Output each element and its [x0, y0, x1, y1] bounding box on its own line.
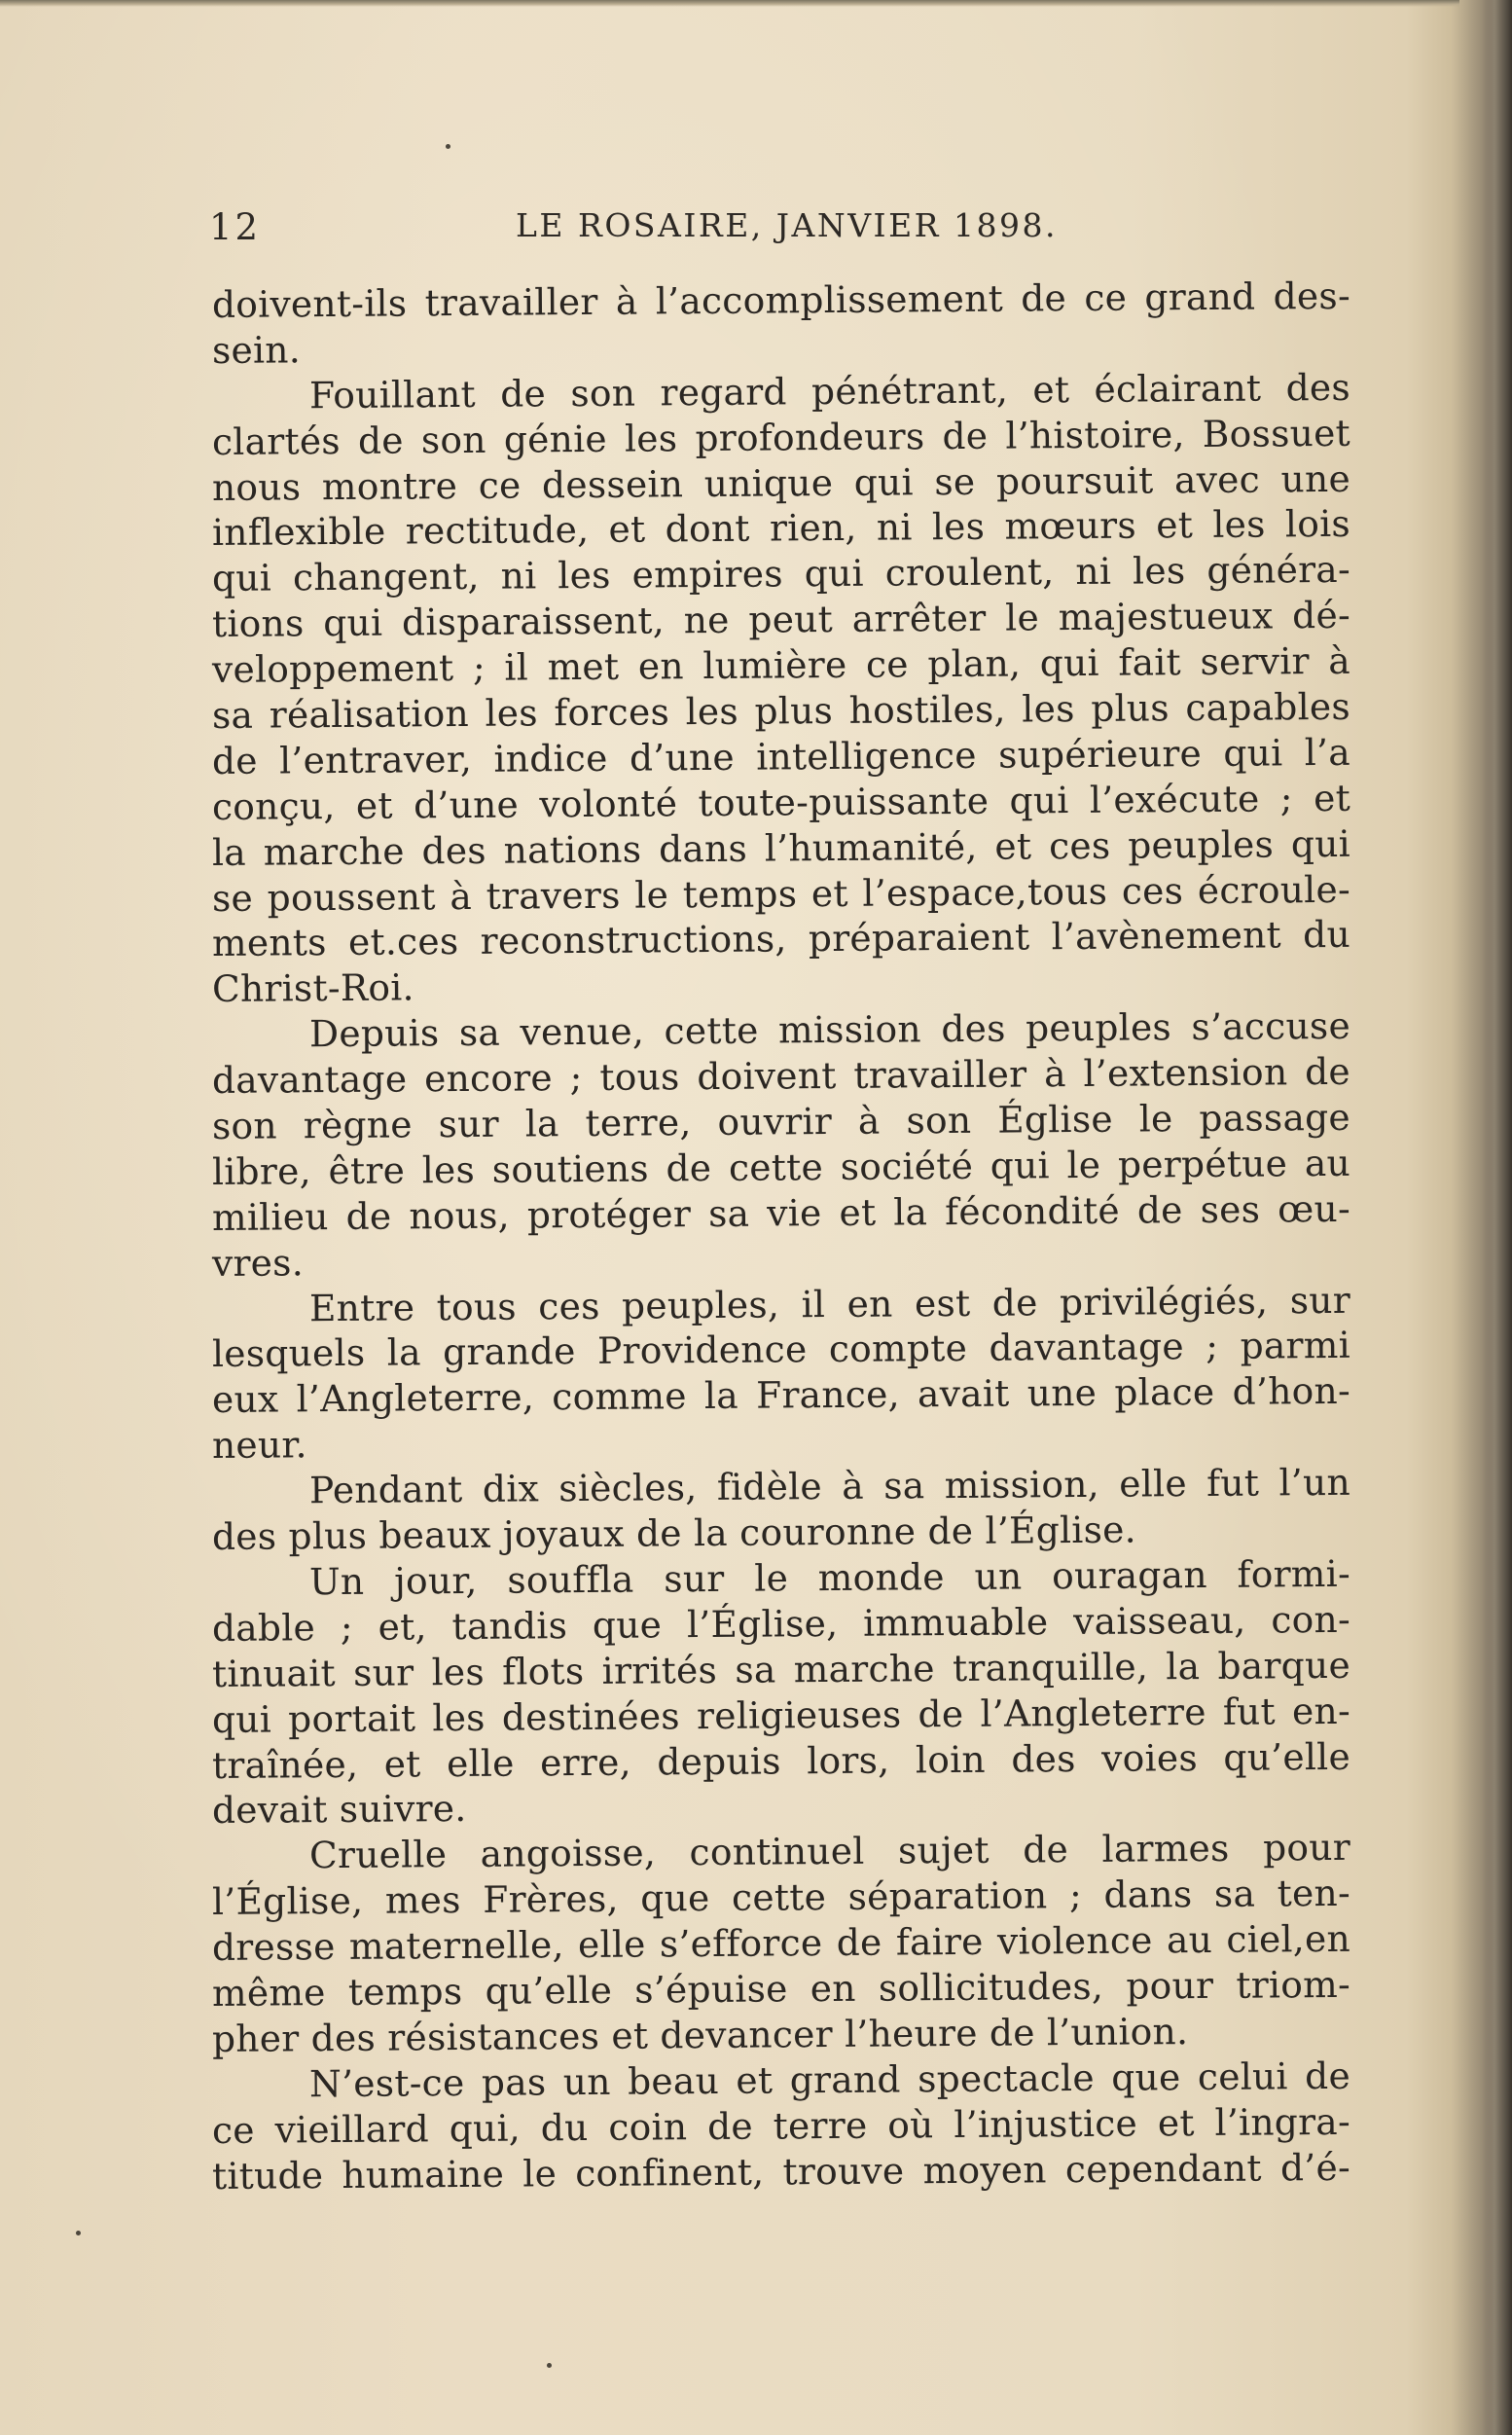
text-line: eux l’Angleterre, comme la France, avait une place d’hon-: [211, 1369, 1351, 1422]
text-line: milieu de nous, protéger sa vie et la fécondité de ses œu-: [211, 1186, 1351, 1239]
text-line: qui changent, ni les empires qui croulent, ni les généra-: [211, 548, 1351, 600]
text-line: ments et.ces reconstructions, préparaient l’avènement du: [211, 913, 1351, 965]
text-line: Fouillant de son regard pénétrant, et éclairant des: [308, 365, 1351, 417]
text-line: clartés de son génie les profondeurs de l’histoire, Bossuet: [211, 411, 1351, 463]
text-line: libre, être les soutiens de cette société qui le perpétue au: [211, 1141, 1351, 1193]
text-line: neur.: [211, 1423, 307, 1468]
text-line: de l’entraver, indice d’une intelligence supérieure qui l’a: [211, 730, 1351, 782]
text-line: titude humaine le confinent, trouve moyen cependant d’é-: [211, 2145, 1351, 2198]
text-line: Christ-Roi.: [211, 965, 414, 1011]
text-line: l’Église, mes Frères, que cette séparation ; dans sa ten-: [211, 1871, 1351, 1924]
text-line: nous montre ce dessein unique qui se poursuit avec une: [211, 456, 1351, 509]
paper-speck: [76, 2231, 81, 2235]
text-line: inflexible rectitude, et dont rien, ni les mœurs et les lois: [211, 502, 1351, 555]
text-line: se poussent à travers le temps et l’espace,tous ces écroule-: [211, 867, 1351, 920]
text-line: sa réalisation les forces les plus hostiles, les plus capables: [211, 684, 1351, 738]
page-gutter-shadow: [1483, 0, 1512, 2435]
text-line: son règne sur la terre, ouvrir à son Église le passage: [211, 1095, 1351, 1148]
text-line: davantage encore ; tous doivent travailler à l’extension de: [211, 1049, 1351, 1103]
text-line: la marche des nations dans l’humanité, et ces peuples qui: [211, 821, 1351, 874]
text-line: sein.: [211, 328, 302, 372]
text-line: Pendant dix siècles, fidèle à sa mission, elle fut l’un: [308, 1460, 1351, 1512]
page-number: 12: [209, 206, 262, 248]
text-line: Entre tous ces peuples, il en est de privilégiés, sur: [308, 1278, 1351, 1329]
text-line: Cruelle angoisse, continuel sujet de larmes pour: [308, 1826, 1351, 1877]
text-line: N’est-ce pas un beau et grand spectacle que celui de: [308, 2053, 1351, 2105]
page-top-edge: [0, 0, 1459, 7]
text-line: tions qui disparaissent, ne peut arrêter le majestueux dé-: [211, 594, 1351, 646]
paper-speck: [446, 144, 450, 149]
text-line: veloppement ; il met en lumière ce plan, qui fait servir à: [211, 638, 1351, 692]
page-header: [209, 206, 1065, 265]
text-line: des plus beaux joyaux de la couronne de l’Église.: [211, 1508, 1137, 1559]
paper-speck: [547, 2363, 552, 2368]
text-line: Depuis sa venue, cette mission des peuples s’accuse: [308, 1004, 1351, 1056]
text-line: traînée, et elle erre, depuis lors, loin des voies qu’elle: [211, 1734, 1351, 1787]
text-line: conçu, et d’une volonté toute-puissante qui l’exécute ; et: [211, 776, 1351, 828]
text-line: tinuait sur les flots irrités sa marche tranquille, la barque: [211, 1643, 1351, 1695]
text-line: devait suivre.: [211, 1787, 467, 1833]
text-line: ce vieillard qui, du coin de terre où l’injustice et l’ingra-: [211, 2099, 1351, 2152]
text-line: dresse maternelle, elle s’efforce de faire violence au ciel,en: [211, 1916, 1351, 1970]
text-line: vres.: [211, 1240, 305, 1285]
text-line: lesquels la grande Providence compte davantage ; parmi: [211, 1324, 1351, 1376]
text-line: dable ; et, tandis que l’Église, immuable vaisseau, con-: [211, 1597, 1351, 1650]
text-line: Un jour, souffla sur le monde un ouragan formi-: [308, 1551, 1351, 1604]
text-line: doivent-ils travailler à l’accomplissement de ce grand des-: [211, 273, 1351, 326]
running-title: LE ROSAIRE, JANVIER 1898.: [516, 206, 1058, 244]
text-line: même temps qu’elle s’épuise en sollicitudes, pour triom-: [211, 1962, 1351, 2015]
text-line: qui portait les destinées religieuses de l’Angleterre fut en-: [211, 1689, 1351, 1741]
text-line: pher des résistances et devancer l’heure de l’union.: [211, 2009, 1189, 2060]
body-text: [211, 273, 1351, 2199]
